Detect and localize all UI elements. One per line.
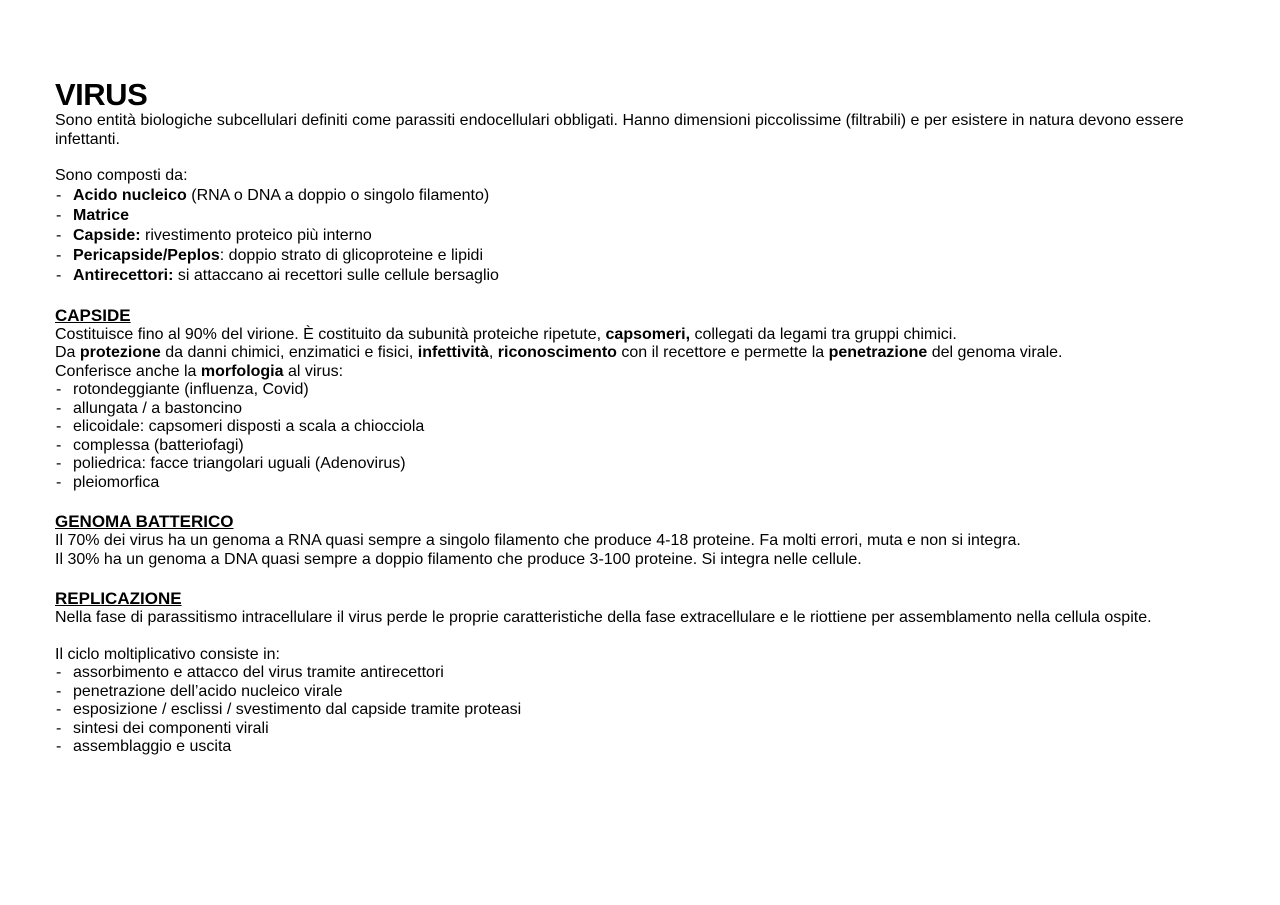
list-item: - Acido nucleico (RNA o DNA a doppio o singolo filamento) bbox=[55, 186, 1225, 206]
composition-list bbox=[55, 186, 1225, 286]
spacer bbox=[55, 628, 1225, 646]
list-item: - complessa (batteriofagi) bbox=[55, 437, 1225, 456]
document-page bbox=[55, 78, 1225, 757]
capside-paragraph-1: Costituisce fino al 90% del virione. È costituito da subunità proteiche ripetute, capsomeri, collegati da legami tra gruppi chimici. bbox=[55, 325, 957, 343]
list-item: - pleiomorfica bbox=[55, 474, 1225, 493]
list-item: - penetrazione dell’acido nucleico virale bbox=[55, 683, 1225, 702]
list-item: - Pericapside/Peplos: doppio strato di glicoproteine e lipidi bbox=[55, 246, 1225, 266]
list-item: - allungata / a bastoncino bbox=[55, 400, 1225, 419]
list-item: - sintesi dei componenti virali bbox=[55, 720, 1225, 739]
list-item: - rotondeggiante (influenza, Covid) bbox=[55, 381, 1225, 400]
page-title: VIRUS bbox=[55, 77, 148, 112]
list-item: - esposizione / esclissi / svestimento dal capside tramite proteasi bbox=[55, 701, 1225, 720]
capside-heading: CAPSIDE bbox=[55, 305, 131, 325]
replicazione-paragraph: Nella fase di parassitismo intracellulare il virus perde le proprie caratteristiche della fase extracellulare e le riottiene per assemblamento nella cellula ospite. bbox=[55, 609, 1152, 626]
list-item: - assemblaggio e uscita bbox=[55, 738, 1225, 757]
list-item: - assorbimento e attacco del virus tramite antirecettori bbox=[55, 664, 1225, 683]
capside-paragraph-2: Da protezione da danni chimici, enzimatici e fisici, infettività, riconoscimento con il recettore e permette la penetrazione del genoma virale. bbox=[55, 344, 1063, 361]
cycle-lead: Il ciclo moltiplicativo consiste in: bbox=[55, 645, 280, 663]
spacer bbox=[55, 286, 1225, 306]
list-item: - Capside: rivestimento proteico più interno bbox=[55, 226, 1225, 246]
cycle-list bbox=[55, 664, 1225, 757]
capside-paragraph-3: Conferisce anche la morfologia al virus: bbox=[55, 362, 344, 380]
genoma-heading: GENOMA BATTERICO bbox=[55, 512, 234, 531]
genoma-paragraph-2: Il 30% ha un genoma a DNA quasi sempre a doppio filamento che produce 3-100 proteine. Si integra nelle cellule. bbox=[55, 550, 862, 568]
intro-paragraph: Sono entità biologiche subcellulari definiti come parassiti endocellulari obbligati. Hanno dimensioni piccolissime (filtrabili) e per esistere in natura devono essere infettanti. bbox=[55, 112, 1184, 148]
morphology-list bbox=[55, 381, 1225, 492]
spacer bbox=[55, 492, 1225, 512]
spacer bbox=[55, 149, 1225, 167]
genoma-paragraph-1: Il 70% dei virus ha un genoma a RNA quasi sempre a singolo filamento che produce 4-18 proteine. Fa molti errori, muta e non si integra. bbox=[55, 532, 1021, 549]
list-item: - poliedrica: facce triangolari uguali (Adenovirus) bbox=[55, 455, 1225, 474]
composition-lead: Sono composti da: bbox=[55, 167, 188, 184]
replicazione-heading: REPLICAZIONE bbox=[55, 589, 182, 608]
list-item: - Antirecettori: si attaccano ai recettori sulle cellule bersaglio bbox=[55, 266, 1225, 286]
list-item: - elicoidale: capsomeri disposti a scala a chiocciola bbox=[55, 418, 1225, 437]
list-item: - Matrice bbox=[55, 206, 1225, 226]
spacer bbox=[55, 569, 1225, 589]
